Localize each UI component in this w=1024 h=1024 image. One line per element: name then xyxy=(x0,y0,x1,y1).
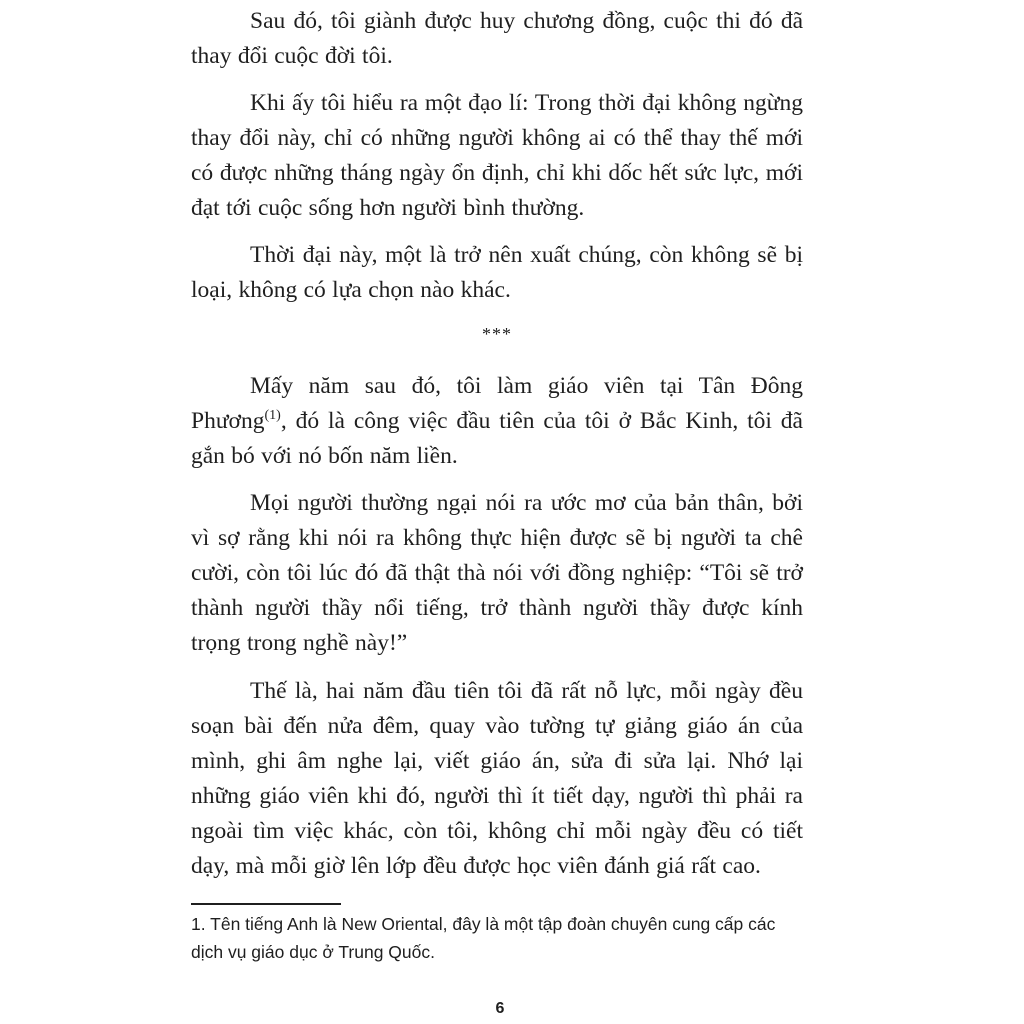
footnote: 1. Tên tiếng Anh là New Oriental, đây là một tập đoàn chuyên cung cấp các dịch vụ giáo dục ở Trung Quốc. xyxy=(191,914,776,962)
paragraph-3: Thời đại này, một là trở nên xuất chúng, còn không sẽ bị loại, không có lựa chọn nào khác. xyxy=(191,242,803,303)
footnote-divider xyxy=(191,903,341,905)
page-number: 6 xyxy=(495,1000,505,1017)
paragraph-1: Sau đó, tôi giành được huy chương đồng, cuộc thi đó đã thay đổi cuộc đời tôi. xyxy=(191,8,803,69)
section-separator: *** xyxy=(482,324,512,344)
paragraph-4-end: , đó là công việc đầu tiên của tôi ở Bắc Kinh, tôi đã gắn bó với nó bốn năm liền. xyxy=(191,408,803,469)
paragraph-4 xyxy=(191,369,803,474)
paragraph-6: Thế là, hai năm đầu tiên tôi đã rất nỗ lực, mỗi ngày đều soạn bài đến nửa đêm, quay vào tường tự giảng giáo án của mình, ghi âm nghe lại, viết giáo án, sửa đi sửa lại. Nhớ lại những giáo viên khi đó, người thì ít tiết dạy, người thì phải ra ngoài tìm việc khác, còn tôi, không chỉ mỗi ngày đều có tiết dạy, mà mỗi giờ lên lớp đều được học viên đánh giá rất cao. xyxy=(191,678,803,879)
paragraph-4-start: Mấy năm sau đó, tôi làm giáo viên tại Tân Đông Phương xyxy=(191,373,803,434)
footnote-marker: (1) xyxy=(264,408,281,423)
paragraph-2: Khi ấy tôi hiểu ra một đạo lí: Trong thời đại không ngừng thay đổi này, chỉ có những người không ai có thể thay thế mới có được những tháng ngày ổn định, chỉ khi dốc hết sức lực, mới đạt tới cuộc sống hơn người bình thường. xyxy=(191,90,803,221)
paragraph-5: Mọi người thường ngại nói ra ước mơ của bản thân, bởi vì sợ rằng khi nói ra không thực hiện được sẽ bị người ta chê cười, còn tôi lúc đó đã thật thà nói với đồng nghiệp: “Tôi sẽ trở thành người thầy nổi tiếng, trở thành người thầy được kính trọng trong nghề này!” xyxy=(191,490,803,656)
